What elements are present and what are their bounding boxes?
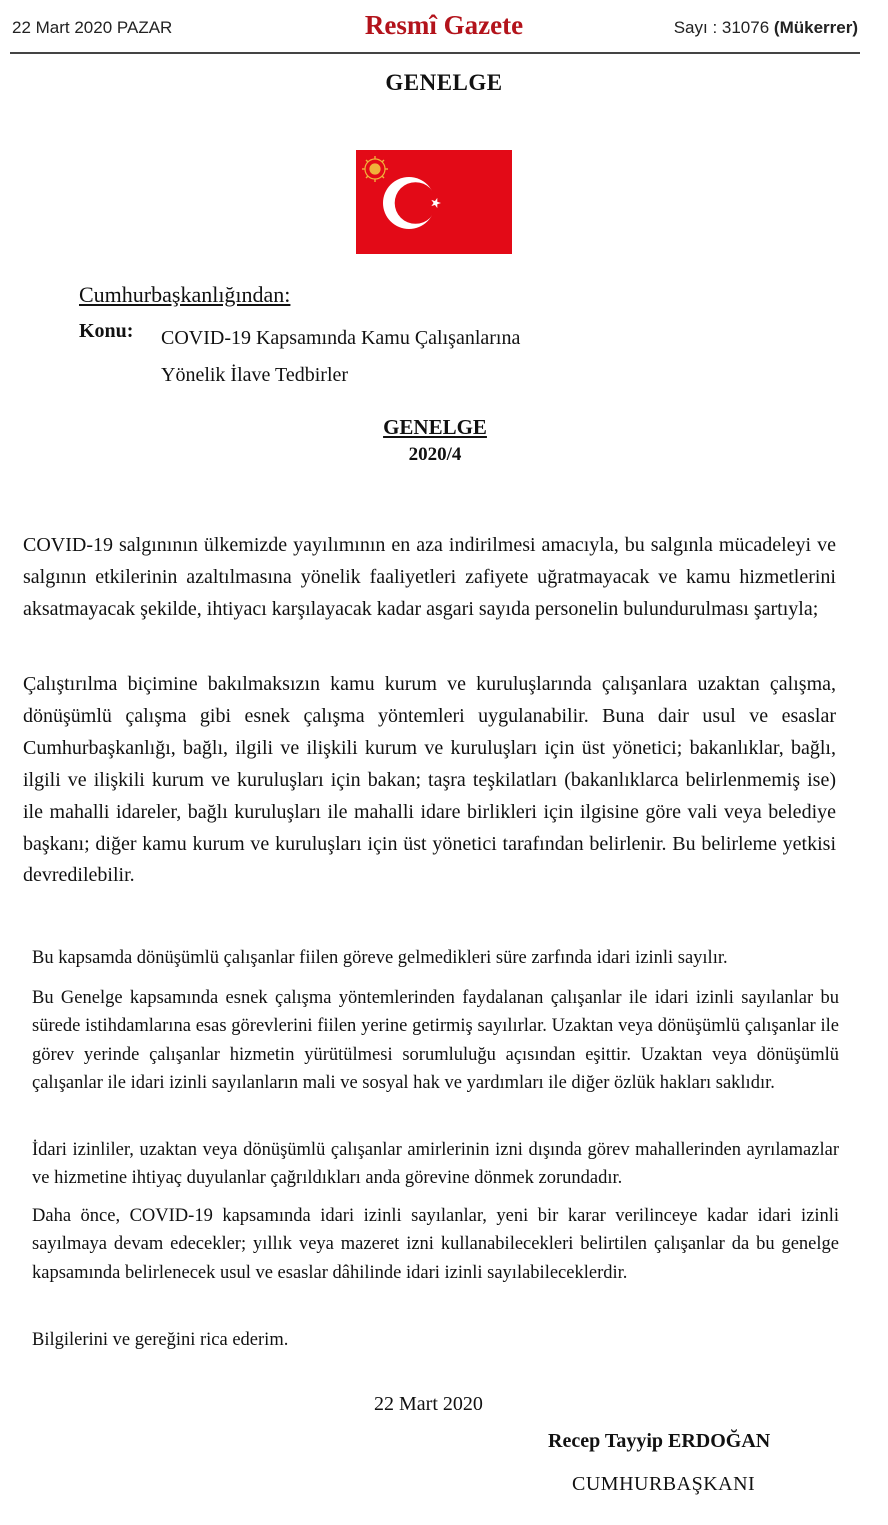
paragraph-text: İdari izinliler, uzaktan veya dönüşümlü çalışanlar amirlerinin izni dışında görev mahallerinden ayrılamazlar ve hizmetine ihtiyaç duyulanlar çağrıldıkları anda görevine dönmek zorundadır. <box>32 1140 839 1189</box>
paragraph-2 <box>23 669 836 892</box>
subject-line-2: Yönelik İlave Tedbirler <box>161 364 349 386</box>
subject-label: Konu: <box>79 320 134 342</box>
issue-note: (Mükerrer) <box>773 18 858 37</box>
paragraph-7 <box>32 1326 839 1354</box>
issue-number <box>674 18 858 38</box>
subject-line-1: COVID-19 Kapsamında Kamu Çalışanlarına <box>161 327 521 349</box>
header-date: 22 Mart 2020 PAZAR <box>12 18 173 37</box>
paragraph-text: COVID-19 salgınının ülkemizde yayılımının en aza indirilmesi amacıyla, bu salgınla mücadeleyi ve salgının etkilerinin azaltılmasına yönelik faaliyetleri zafiyete uğratmayacak ve kamu hizmetlerini aksatmayacak şekilde, ihtiyacı karşılayacak kadar asgari sayıda personelin bulundurulması şartıyla; <box>23 534 836 620</box>
crescent-inner <box>395 182 437 224</box>
circular-number: 2020/4 <box>408 444 462 465</box>
circular-title: GENELGE <box>383 415 487 439</box>
paragraph-text: Bu Genelge kapsamında esnek çalışma yöntemlerinden faydalanan çalışanlar ile idari izinli sayılanlar bu sürede istihdamlarına esas görevlerini fiilen yerine getirmiş sayılırlar. Uzaktan veya dönüşümlü çalışanlar ile görev yerinde çalışanlar hizmetin yürütülmesi sorumluluğu açısından eşittir. Uzaktan veya dönüşümlü çalışanlar ile idari izinli sayılanların mali ve sosyal hak ve yardımları ile diğer özlük hakları saklıdır. <box>32 988 839 1093</box>
publication-title: Resmî Gazete <box>364 10 524 40</box>
paragraph-3 <box>32 944 839 972</box>
paragraph-6 <box>32 1202 839 1287</box>
paragraph-4 <box>32 984 839 1097</box>
paragraph-text: Bilgilerini ve gereğini rica ederim. <box>32 1330 289 1350</box>
turkish-flag-icon <box>356 150 512 254</box>
document-type: GENELGE <box>385 70 503 95</box>
paragraph-text: Daha önce, COVID-19 kapsamında idari izinli sayılanlar, yeni bir karar verilinceye kadar idari izinli sayılmaya devam edecekler; yıllık veya mazeret izni kullanabilecekleri belirtilen çalışanlar da bu genelge kapsamında belirlenecek usul ve esaslar dâhilinde idari izinli sayılabileceklerdir. <box>32 1206 839 1283</box>
paragraph-1 <box>23 530 836 626</box>
subject-text <box>161 320 621 394</box>
signatory-name: Recep Tayyip ERDOĞAN <box>548 1430 771 1452</box>
paragraph-text: Çalıştırılma biçimine bakılmaksızın kamu kurum ve kuruluşlarında çalışanlara uzaktan çalışma, dönüşümlü çalışma gibi esnek çalışma yöntemleri uygulanabilir. Buna dair usul ve esaslar Cumhurbaşkanlığı, bağlı, ilgili ve ilişkili kurum ve kuruluşları için üst yönetici; bakanlıklar, bağlı, ilgili ve ilişkili kurum ve kuruluşları için bakan; taşra teşkilatları (bakanlıklarca belirlenmemiş ise) ile mahalli idareler, bağlı kuruluşları ile mahalli idare birlikleri için ilgisine göre vali veya belediye başkanı; diğer kamu kurum ve kuruluşları için üst yönetici tarafından belirlenir. Bu belirleme yetkisi devredilebilir. <box>23 673 836 887</box>
paragraph-text: Bu kapsamda dönüşümlü çalışanlar fiilen göreve gelmedikleri süre zarfında idari izinli sayılır. <box>32 948 728 968</box>
signature-date: 22 Mart 2020 <box>374 1393 483 1415</box>
paragraph-5 <box>32 1136 839 1193</box>
signatory-title: CUMHURBAŞKANI <box>572 1473 756 1495</box>
issue-number-text: Sayı : 31076 <box>673 18 770 37</box>
header-divider <box>10 52 860 54</box>
issuer: Cumhurbaşkanlığından: <box>79 282 291 307</box>
